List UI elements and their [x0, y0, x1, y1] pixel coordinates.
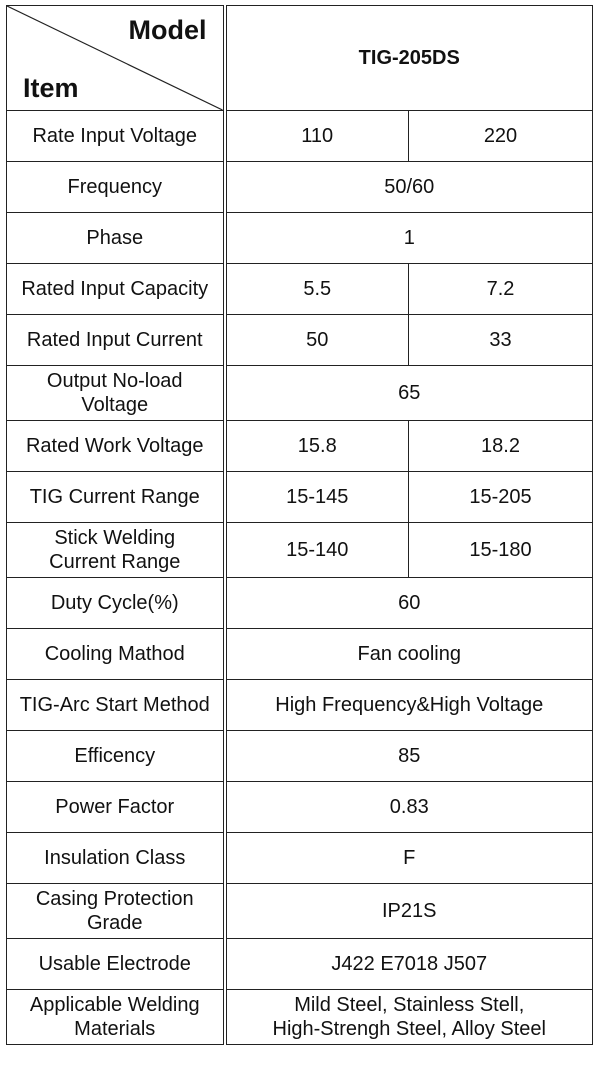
- table-row: [7, 472, 593, 523]
- value-cell: 50/60: [225, 162, 593, 213]
- table-row: [7, 833, 593, 884]
- model-name: TIG-205DS: [225, 6, 593, 111]
- item-cell: Frequency: [7, 162, 225, 213]
- item-cell: Power Factor: [7, 782, 225, 833]
- table-row: [7, 264, 593, 315]
- table-row: [7, 315, 593, 366]
- table-row: [7, 578, 593, 629]
- item-cell: Insulation Class: [7, 833, 225, 884]
- table-row: [7, 680, 593, 731]
- value-cell: F: [225, 833, 593, 884]
- spec-sheet: [6, 5, 592, 1072]
- table-row: [7, 111, 593, 162]
- value-cell: High Frequency&High Voltage: [225, 680, 593, 731]
- value-cell: 1: [225, 213, 593, 264]
- item-cell: Cooling Mathod: [7, 629, 225, 680]
- item-cell: Duty Cycle(%): [7, 578, 225, 629]
- value-cell: 0.83: [225, 782, 593, 833]
- table-row: [7, 884, 593, 939]
- item-cell: TIG-Arc Start Method: [7, 680, 225, 731]
- value-cell: Mild Steel, Stainless Stell, High-Strengh Steel, Alloy Steel: [225, 990, 593, 1045]
- item-cell: Rated Input Current: [7, 315, 225, 366]
- value-cell-220v: 15-180: [409, 523, 593, 578]
- value-cell-220v: 33: [409, 315, 593, 366]
- value-cell-110v: 15-140: [225, 523, 409, 578]
- value-cell: 85: [225, 731, 593, 782]
- table-row: [7, 629, 593, 680]
- item-cell: Applicable Welding Materials: [7, 990, 225, 1045]
- value-cell-110v: 5.5: [225, 264, 409, 315]
- table-row: [7, 782, 593, 833]
- item-cell: Rated Work Voltage: [7, 421, 225, 472]
- table-row: [7, 731, 593, 782]
- value-cell-110v: 50: [225, 315, 409, 366]
- item-cell: Rated Input Capacity: [7, 264, 225, 315]
- value-cell-110v: 15-145: [225, 472, 409, 523]
- item-cell: TIG Current Range: [7, 472, 225, 523]
- item-cell: Efficency: [7, 731, 225, 782]
- specification-table: [6, 5, 593, 1045]
- value-cell-110v: 110: [225, 111, 409, 162]
- item-cell: Casing Protection Grade: [7, 884, 225, 939]
- item-cell: Stick Welding Current Range: [7, 523, 225, 578]
- value-cell: J422 E7018 J507: [225, 939, 593, 990]
- item-cell: Usable Electrode: [7, 939, 225, 990]
- header-corner-cell: [7, 6, 225, 111]
- item-label: Item: [23, 73, 79, 103]
- value-cell: IP21S: [225, 884, 593, 939]
- item-cell: Output No-load Voltage: [7, 366, 225, 421]
- value-cell-220v: 220: [409, 111, 593, 162]
- table-row: [7, 523, 593, 578]
- table-row: [7, 162, 593, 213]
- table-row: [7, 366, 593, 421]
- table-row: [7, 990, 593, 1045]
- value-cell: 65: [225, 366, 593, 421]
- item-cell: Rate Input Voltage: [7, 111, 225, 162]
- value-cell: 60: [225, 578, 593, 629]
- table-row: [7, 213, 593, 264]
- model-label: Model: [128, 15, 207, 45]
- item-cell: Phase: [7, 213, 225, 264]
- header-row: [7, 6, 593, 111]
- table-row: [7, 939, 593, 990]
- table-row: [7, 421, 593, 472]
- value-cell: Fan cooling: [225, 629, 593, 680]
- value-cell-110v: 15.8: [225, 421, 409, 472]
- value-cell-220v: 7.2: [409, 264, 593, 315]
- value-cell-220v: 18.2: [409, 421, 593, 472]
- value-cell-220v: 15-205: [409, 472, 593, 523]
